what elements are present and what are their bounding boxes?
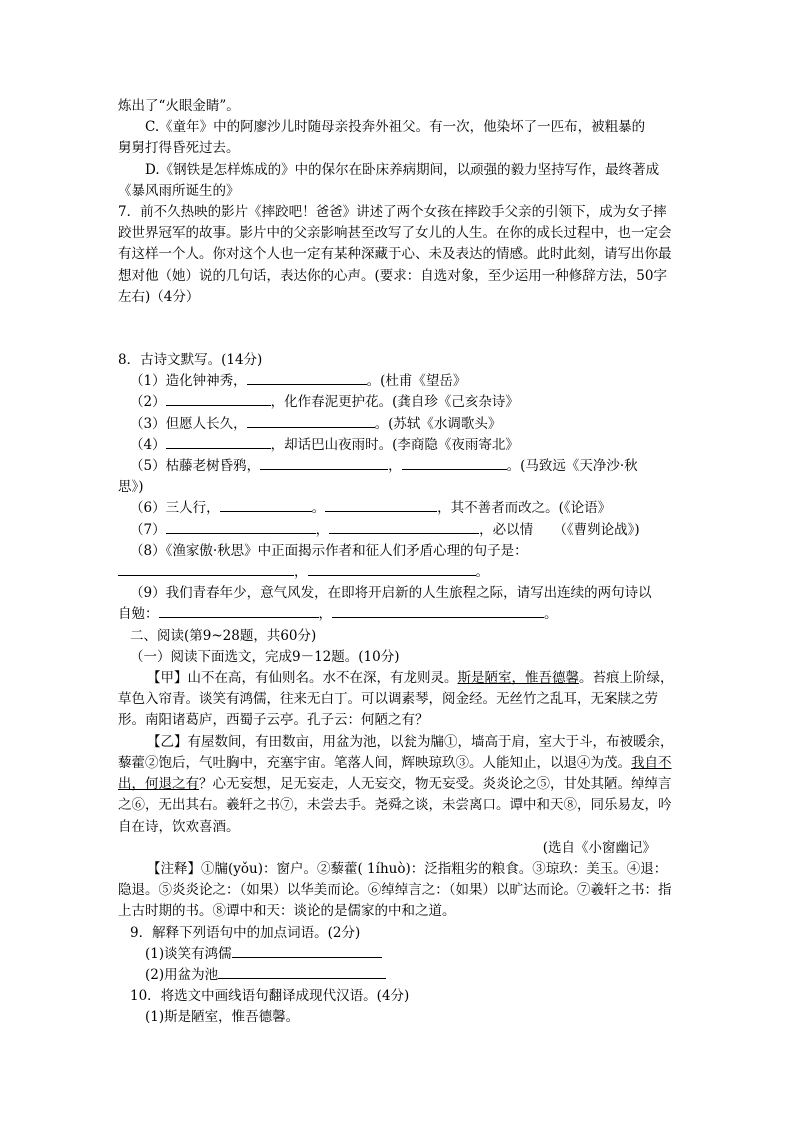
underlined-sentence-2: 我自不出，何退之有 — [118, 754, 672, 793]
poem-1: （1）造化钟神秀， 。(杜甫《望岳》 — [130, 373, 467, 390]
exam-page — [118, 96, 678, 1029]
notes: 【注释】①牖(yǒu)：窗户。②藜藿( 1íhuò)：泛指粗劣的粮食。③琼玖：美玉。④退：隐退。⑤炎炎论之：（如果）以华美而论。⑥绰绰言之：（如果）以旷达而论。⑦羲轩之书：指上古时期的书。⑧谭中和天：谈论的是儒家的中和之道。 — [118, 860, 672, 920]
poem-5-tail: 思》) — [118, 479, 144, 496]
blank-9a[interactable] — [159, 604, 319, 618]
poem-8: （8）《渔家傲·秋思》中正面揭示作者和征人们矛盾心理的句子是： — [130, 542, 528, 559]
blank-1[interactable] — [247, 371, 367, 385]
option-b-tail: 炼出了“火眼金睛”。 — [118, 98, 240, 114]
option-d-tail: 《暴风雨所诞生的》 — [118, 182, 240, 199]
option-c: C.《童年》中的阿廖沙儿时随母亲投奔外祖父。有一次，他染坏了一匹布，被粗暴的 — [145, 119, 646, 136]
poem-4: （4） ，却话巴山夜雨时。(李商隐《夜雨寄北》 — [130, 436, 519, 453]
poem-3: （3）但愿人长久， 。(苏轼《水调歌头》 — [130, 415, 502, 432]
option-d: D.《钢铁是怎样炼成的》中的保尔在卧床养病期间，以顽强的毅力坚持写作，最终著成 — [145, 161, 660, 178]
q9-item-1: (1)谈笑有鸿儒 — [118, 944, 678, 965]
blank-4[interactable] — [166, 435, 271, 449]
blank-9b[interactable] — [332, 604, 544, 618]
poem-7: （7） ， ，必以情 （《曹刿论战》) — [130, 521, 640, 538]
subsection-heading: （一）阅读下面选文，完成9－12题。(10分) — [130, 648, 400, 665]
blank-6b[interactable] — [325, 498, 437, 512]
question-7: 7．前不久热映的影片《摔跤吧！爸爸》讲述了两个女孩在摔跤手父亲的引领下，成为女子摔跤世界冠军的故事。影片中的父亲影响甚至改写了女儿的人生。在你的成长过程中，也一定会有这样一个人。你对这个人也一定有某种深藏于心、未及表达的情感。此时此刻，请写出你最想对他（她）说的几句话，表达你的心声。(要求：自选对象，至少运用一种修辞方法，50字左右)（4分） — [118, 204, 672, 305]
poem-5: （5）枯藤老树昏鸦， ， 。(马致远《天净沙·秋 — [130, 458, 638, 475]
blank-7a[interactable] — [166, 520, 316, 534]
poem-9-answer: 自勉： ， 。 — [118, 606, 558, 623]
blank-5a[interactable] — [260, 456, 388, 470]
option-c-tail: 舅舅打得昏死过去。 — [118, 140, 240, 157]
answer-space-7[interactable] — [118, 308, 678, 350]
blank-3[interactable] — [247, 414, 375, 428]
poem-8-answer: ， 。 — [118, 562, 678, 583]
blank-2[interactable] — [166, 392, 271, 406]
blank-8a[interactable] — [118, 562, 294, 576]
blank-7b[interactable] — [329, 520, 479, 534]
passage-source: (选自《小窗幽记》 — [542, 839, 656, 856]
blank-5b[interactable] — [402, 456, 507, 470]
question-9: 9．解释下列语句中的加点词语。(2分) — [130, 924, 361, 941]
passage-yi: 【乙】有屋数间，有田数亩，用盆为池，以瓮为牖①，墙高于肩，室大于斗，布被暖余，藜藿②饱后，气吐胸中，充塞宇宙。笔落人间，辉映琼玖③。人能知止，以退④为茂。我自不出，何退之有？心无妄想，足无妄走，人无妄交，物无妄受。炎炎论之⑤，甘处其陋。绰绰言之⑥，无出其右。羲轩之书⑦，未尝去手。尧舜之谈，未尝离口。谭中和天⑧，同乐易友，吟自在诗，饮欢喜酒。 — [118, 733, 674, 835]
poem-9: （9）我们青春年少，意气风发，在即将开启新的人生旅程之际，请写出连续的两句诗以 — [130, 585, 652, 602]
poem-6: （6）三人行， 。 ，其不善者而改之。(《论语》 — [130, 500, 612, 517]
section-heading: 二、阅读(第9~28题，共60分) — [130, 627, 317, 644]
q9-blank-1[interactable] — [232, 944, 382, 958]
q9-blank-2[interactable] — [218, 965, 386, 979]
q9-item-2: (2)用盆为池 — [118, 965, 678, 986]
blank-8b[interactable] — [308, 562, 476, 576]
passage-jia: 【甲】山不在高，有仙则名。水不在深，有龙则灵。斯是陋室，惟吾德馨。苔痕上阶绿，草色入帘青。谈笑有鸿儒，往来无白丁。可以调素琴，阅金经。无丝竹之乱耳，无案牍之劳形。南阳诸葛庐，西蜀子云亭。孔子云：何陋之有？ — [118, 670, 674, 729]
question-10: 10．将选文中画线语句翻译成现代汉语。(4分) — [130, 988, 410, 1005]
underlined-sentence-1: 斯是陋室，惟吾德馨 — [457, 670, 579, 687]
question-8: 8．古诗文默写。(14分) — [118, 352, 263, 369]
blank-6a[interactable] — [220, 498, 312, 512]
poem-2: （2） ，化作春泥更护花。(龚自珍《己亥杂诗》 — [130, 394, 519, 411]
q10-item-1: (1)斯是陋室，惟吾德馨。 — [145, 1009, 300, 1026]
